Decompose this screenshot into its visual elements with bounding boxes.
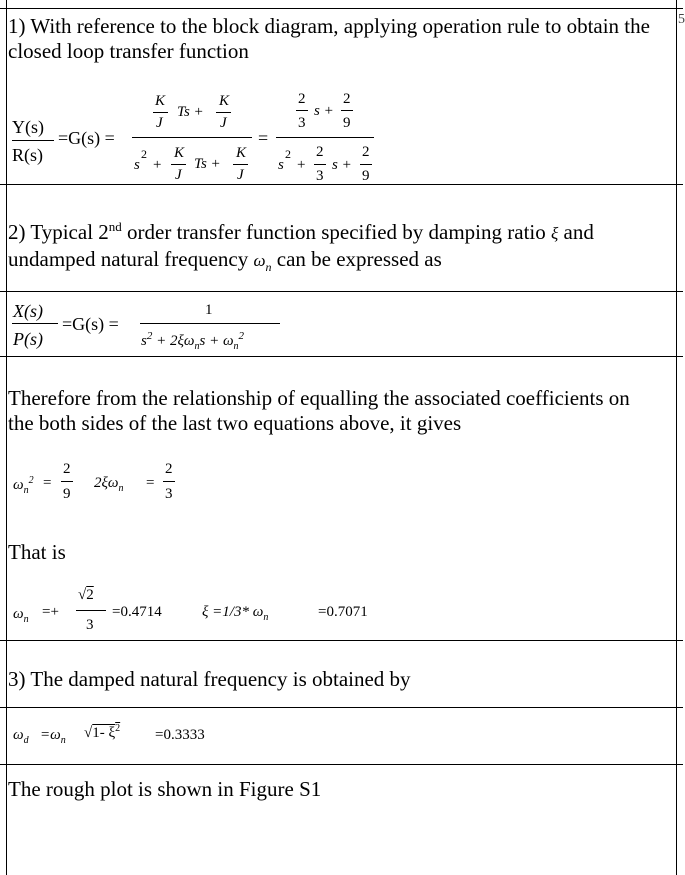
divider-3 xyxy=(0,356,683,357)
eq1-right-bar xyxy=(276,137,374,138)
eq1-lhs-num: Y(s) xyxy=(12,117,44,137)
section1-line2: closed loop transfer function xyxy=(8,39,249,63)
section1-line1: 1) With reference to the block diagram, applying operation rule to obtain the xyxy=(8,14,650,38)
edge-marker: 5 xyxy=(678,12,685,27)
eq1-main-bar xyxy=(132,137,252,138)
section2-line1: 2) Typical 2nd order transfer function specified by damping ratio ξ and xyxy=(8,219,594,244)
document-page: 5 1) With reference to the block diagram, applying operation rule to obtain the closed loop transfer function Y(s) R(s) =G(s) = K J Ts + K J s 2 + K J Ts + K J = 2 3 s + 2 9 s 2 + 2 3 s + 2 9 2) Typical 2nd order transfer function specified by damping ratio ξ and undamped natural frequency $\omega_n$ can be expressed as X(s) P(s) =G(s) = 1 $s^2 + 2\xi\omega_ns + \omega_n^2$ Therefore from the relationship of equalling the associated coefficients on the both sides of the last two equations above, it gives $\omega_n^2$ = 2 9 $2\xi\omega_n$ = 2 3 That is $\omega_n$ =+ √2 3 =0.4714 ξ =1/3* $\omega_n$ =0.7071 3) The damped natural frequency is obtained by $\omega_d$ $=\omega_n$ √1- $\xi^2$ =0.3333 The rough plot is shown in Figure S1 xyxy=(0,0,683,875)
section3-line2: the both sides of the last two equations above, it gives xyxy=(8,411,462,435)
closing-text: The rough plot is shown in Figure S1 xyxy=(8,777,322,801)
section3-line1: Therefore from the relationship of equalling the associated coefficients on xyxy=(8,386,630,410)
divider-5 xyxy=(0,707,683,708)
section2-line2: undamped natural frequency $\omega_n$ can be expressed as xyxy=(8,247,442,275)
right-border xyxy=(676,0,677,875)
that-is: That is xyxy=(8,540,66,564)
divider-4 xyxy=(0,640,683,641)
divider-6 xyxy=(0,764,683,765)
divider-2 xyxy=(0,291,683,292)
eq1-lhs-den: R(s) xyxy=(12,145,43,165)
eq1-eq-g: =G(s) = xyxy=(58,128,115,148)
section4-line1: 3) The damped natural frequency is obtained by xyxy=(8,667,411,691)
left-border xyxy=(6,0,7,875)
divider-1 xyxy=(0,184,683,185)
top-border xyxy=(0,8,683,9)
